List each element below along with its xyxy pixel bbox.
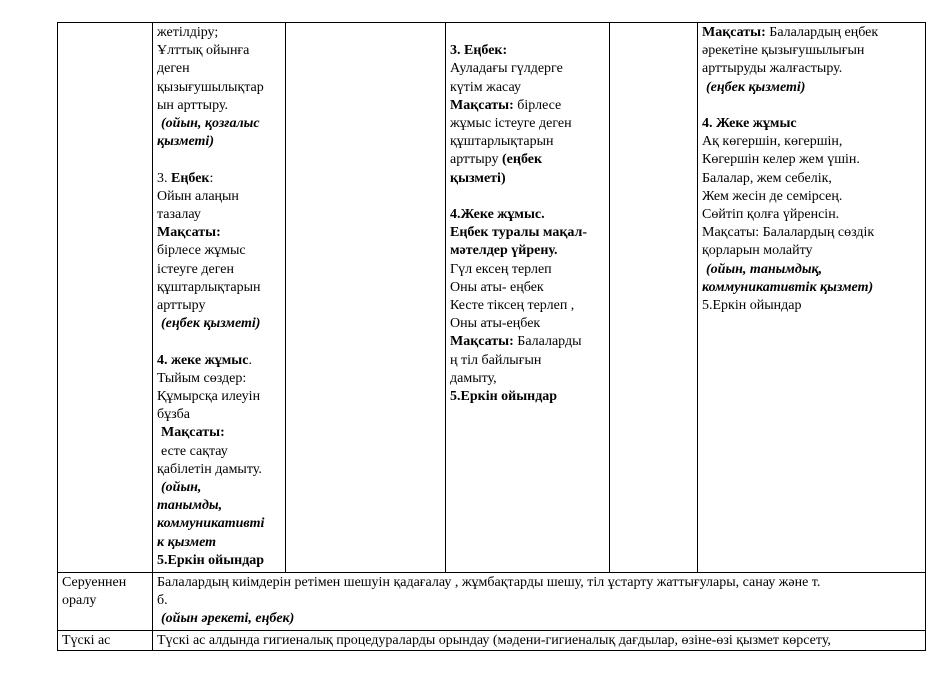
text-line <box>702 242 921 260</box>
text-run: әрекетіне қызығушылығын <box>702 43 865 59</box>
text-run: Мақсаты: <box>702 25 766 40</box>
text-line <box>157 60 281 78</box>
text-run: (еңбек қызметі) <box>706 79 806 95</box>
text-run: қорларын молайту <box>702 243 813 259</box>
text-line <box>702 279 921 297</box>
text-run: Жем жесін де семірсең. <box>702 188 843 204</box>
text-run: Ұлттық ойынға <box>157 43 250 59</box>
text-line <box>702 115 921 133</box>
blank-line <box>702 97 921 115</box>
text-run: Оны аты-еңбек <box>450 316 541 332</box>
text-line <box>450 97 605 115</box>
cell-empty-col3 <box>286 23 446 573</box>
text-line <box>157 115 281 133</box>
text-run: жетілдіру; <box>157 25 219 40</box>
text-line <box>702 24 921 42</box>
text-run: Мақсаты: <box>157 225 221 241</box>
text-run: арттыру <box>157 298 206 314</box>
text-line <box>157 406 281 424</box>
text-run: 5.Еркін ойындар <box>157 552 265 568</box>
text-run: Түскі ас алдында гигиеналық процедураларды орындау (мәдени-гигиеналық дағдылар, өзіне-өзі қызмет көрсету, <box>157 633 831 648</box>
text-run: 4. жеке жұмыс <box>157 352 249 368</box>
text-line <box>702 170 921 188</box>
text-run: (ойын, қозғалыс <box>161 116 260 132</box>
text-line <box>157 42 281 60</box>
text-line <box>157 133 281 151</box>
cell-text <box>702 24 921 315</box>
text-line <box>157 297 281 315</box>
text-line <box>450 388 605 406</box>
text-run: Мақсаты: <box>161 425 225 441</box>
text-line <box>450 315 605 333</box>
text-run: б. <box>157 593 168 609</box>
text-line <box>450 42 605 60</box>
row-label-line: Серуеннен <box>62 575 127 590</box>
text-run: ын арттыру. <box>157 97 228 113</box>
text-line <box>702 79 921 97</box>
text-line <box>450 115 605 133</box>
text-run: танымды, <box>157 498 223 514</box>
text-line <box>157 632 921 650</box>
cell-text <box>157 632 921 650</box>
cell-activities-col4 <box>446 23 610 573</box>
cell-empty-col5 <box>610 23 698 573</box>
text-line <box>702 133 921 151</box>
text-line <box>450 261 605 279</box>
text-run: Мақсаты: Балалардың сөздік <box>702 225 875 241</box>
text-line <box>157 443 281 461</box>
text-run: Көгершін келер жем үшін. <box>702 152 860 168</box>
text-line <box>157 261 281 279</box>
text-run: тазалау <box>157 207 201 223</box>
text-run: арттыруды жалғастыру. <box>702 61 843 77</box>
text-run: Гүл ексең терлеп <box>450 261 552 277</box>
text-line <box>157 574 921 592</box>
text-run: Мақсаты: <box>450 334 514 350</box>
text-line <box>702 60 921 78</box>
text-line <box>157 188 281 206</box>
text-run: Балалардың еңбек <box>765 25 879 40</box>
text-run: (ойын, <box>161 480 202 496</box>
text-line <box>702 188 921 206</box>
text-line <box>157 424 281 442</box>
text-run: Балалар, жем себелік, <box>702 170 832 186</box>
text-line <box>157 315 281 333</box>
text-run: Құмырсқа илеуін <box>157 389 261 405</box>
text-run: (ойын әрекеті, еңбек) <box>161 611 295 627</box>
text-line <box>450 79 605 97</box>
text-line <box>702 206 921 224</box>
table-row <box>58 23 926 573</box>
table-row <box>58 631 926 651</box>
text-run: (еңбек қызметі) <box>161 316 261 332</box>
text-line <box>157 352 281 370</box>
cell-text <box>157 574 921 629</box>
text-run: бірлесе <box>513 97 562 113</box>
row-content-cell <box>153 631 926 651</box>
text-line <box>702 224 921 242</box>
row-content-cell <box>153 573 926 631</box>
text-line <box>157 242 281 260</box>
text-line <box>702 42 921 60</box>
text-line <box>157 24 281 42</box>
blank-line <box>157 333 281 351</box>
text-run: қызығушылықтар <box>157 79 264 95</box>
text-run: коммуникативтік қызмет) <box>702 279 874 295</box>
row-label-line: оралу <box>62 593 97 609</box>
text-run: 3. Еңбек: <box>450 43 508 59</box>
text-line <box>450 60 605 78</box>
text-line <box>157 170 281 188</box>
text-line <box>450 279 605 297</box>
text-line <box>450 133 605 151</box>
text-run: деген <box>157 61 190 77</box>
text-run: 5.Еркін ойындар <box>450 389 558 405</box>
text-run: қызметі) <box>157 134 214 150</box>
text-run: (ойын, танымдық, <box>706 261 823 277</box>
text-run: құштарлықтарын <box>157 279 261 295</box>
blank-line <box>450 24 605 42</box>
cell-row-label-empty <box>58 23 153 573</box>
text-run: Ойын алаңын <box>157 188 239 204</box>
text-run: к қызмет <box>157 534 217 550</box>
cell-text <box>157 24 281 570</box>
text-line <box>450 242 605 260</box>
text-line <box>157 552 281 570</box>
text-line <box>450 170 605 188</box>
text-line <box>157 279 281 297</box>
text-line <box>157 610 921 628</box>
text-line <box>450 333 605 351</box>
text-run: 4.Жеке жұмыс. <box>450 207 545 222</box>
blank-line <box>157 151 281 169</box>
text-run: Еңбек <box>171 170 210 186</box>
text-run: ң тіл байлығын <box>450 352 542 368</box>
text-line <box>702 151 921 169</box>
text-line <box>157 97 281 115</box>
text-run: Ауладағы гүлдерге <box>450 61 563 77</box>
table-row <box>58 573 926 631</box>
text-run: дамыту, <box>450 370 497 386</box>
text-run: 5.Еркін ойындар <box>702 298 802 314</box>
text-line <box>157 79 281 97</box>
text-run: Мақсаты: <box>450 97 514 113</box>
cell-activities-col2 <box>153 23 286 573</box>
text-line <box>157 461 281 479</box>
text-line <box>702 297 921 315</box>
text-line <box>157 534 281 552</box>
text-line <box>157 206 281 224</box>
text-line <box>702 261 921 279</box>
schedule-table <box>57 22 926 651</box>
text-line <box>450 206 605 224</box>
text-line <box>157 224 281 242</box>
text-line <box>450 224 605 242</box>
text-run: бұзба <box>157 407 190 423</box>
text-line <box>157 370 281 388</box>
text-run: Балаларды <box>513 334 582 350</box>
text-run: 4. Жеке жұмыс <box>702 116 797 131</box>
text-line <box>157 479 281 497</box>
row-label-line: Түскі ас <box>62 633 111 648</box>
text-line <box>157 592 921 610</box>
text-run: Балалардың киімдерін ретімен шешуін қадағалау , жұмбақтарды шешу, тіл ұстарту жаттығулары, санау және т. <box>157 575 821 590</box>
row-label-cell <box>58 631 153 651</box>
text-run: Оны аты- еңбек <box>450 279 544 295</box>
text-run: Тыйым сөздер: <box>157 370 247 386</box>
text-run: бірлесе жұмыс <box>157 243 246 259</box>
text-run: арттыру <box>450 152 502 168</box>
text-run: Ақ көгершін, көгершін, <box>702 134 843 150</box>
blank-line <box>450 188 605 206</box>
text-run: қызметі) <box>450 170 506 186</box>
text-run: коммуникативті <box>157 516 265 532</box>
text-run: 3. <box>157 170 171 186</box>
text-line <box>157 497 281 515</box>
text-run: Еңбек туралы мақал- <box>450 225 588 241</box>
text-line <box>157 388 281 406</box>
text-run: : <box>209 170 214 186</box>
text-run: күтім жасау <box>450 79 521 95</box>
text-line <box>450 370 605 388</box>
text-line <box>157 515 281 533</box>
text-run: жұмыс істеуге деген <box>450 116 572 131</box>
text-line <box>450 297 605 315</box>
text-run: істеуге деген <box>157 261 234 277</box>
text-run: Кесте тіксең терлеп , <box>450 298 575 314</box>
text-run: құштарлықтарын <box>450 134 554 150</box>
text-run: Сөйтіп қолға үйренсін. <box>702 207 840 223</box>
text-run: . <box>248 352 252 368</box>
cell-activities-col6 <box>698 23 926 573</box>
text-run: қабілетін дамыту. <box>157 461 262 477</box>
text-run: есте сақтау <box>161 443 228 459</box>
text-run: (еңбек <box>502 152 543 168</box>
text-line <box>450 352 605 370</box>
text-run: мәтелдер үйрену. <box>450 243 558 259</box>
cell-text <box>450 24 605 406</box>
row-label-cell <box>58 573 153 631</box>
text-line <box>450 151 605 169</box>
